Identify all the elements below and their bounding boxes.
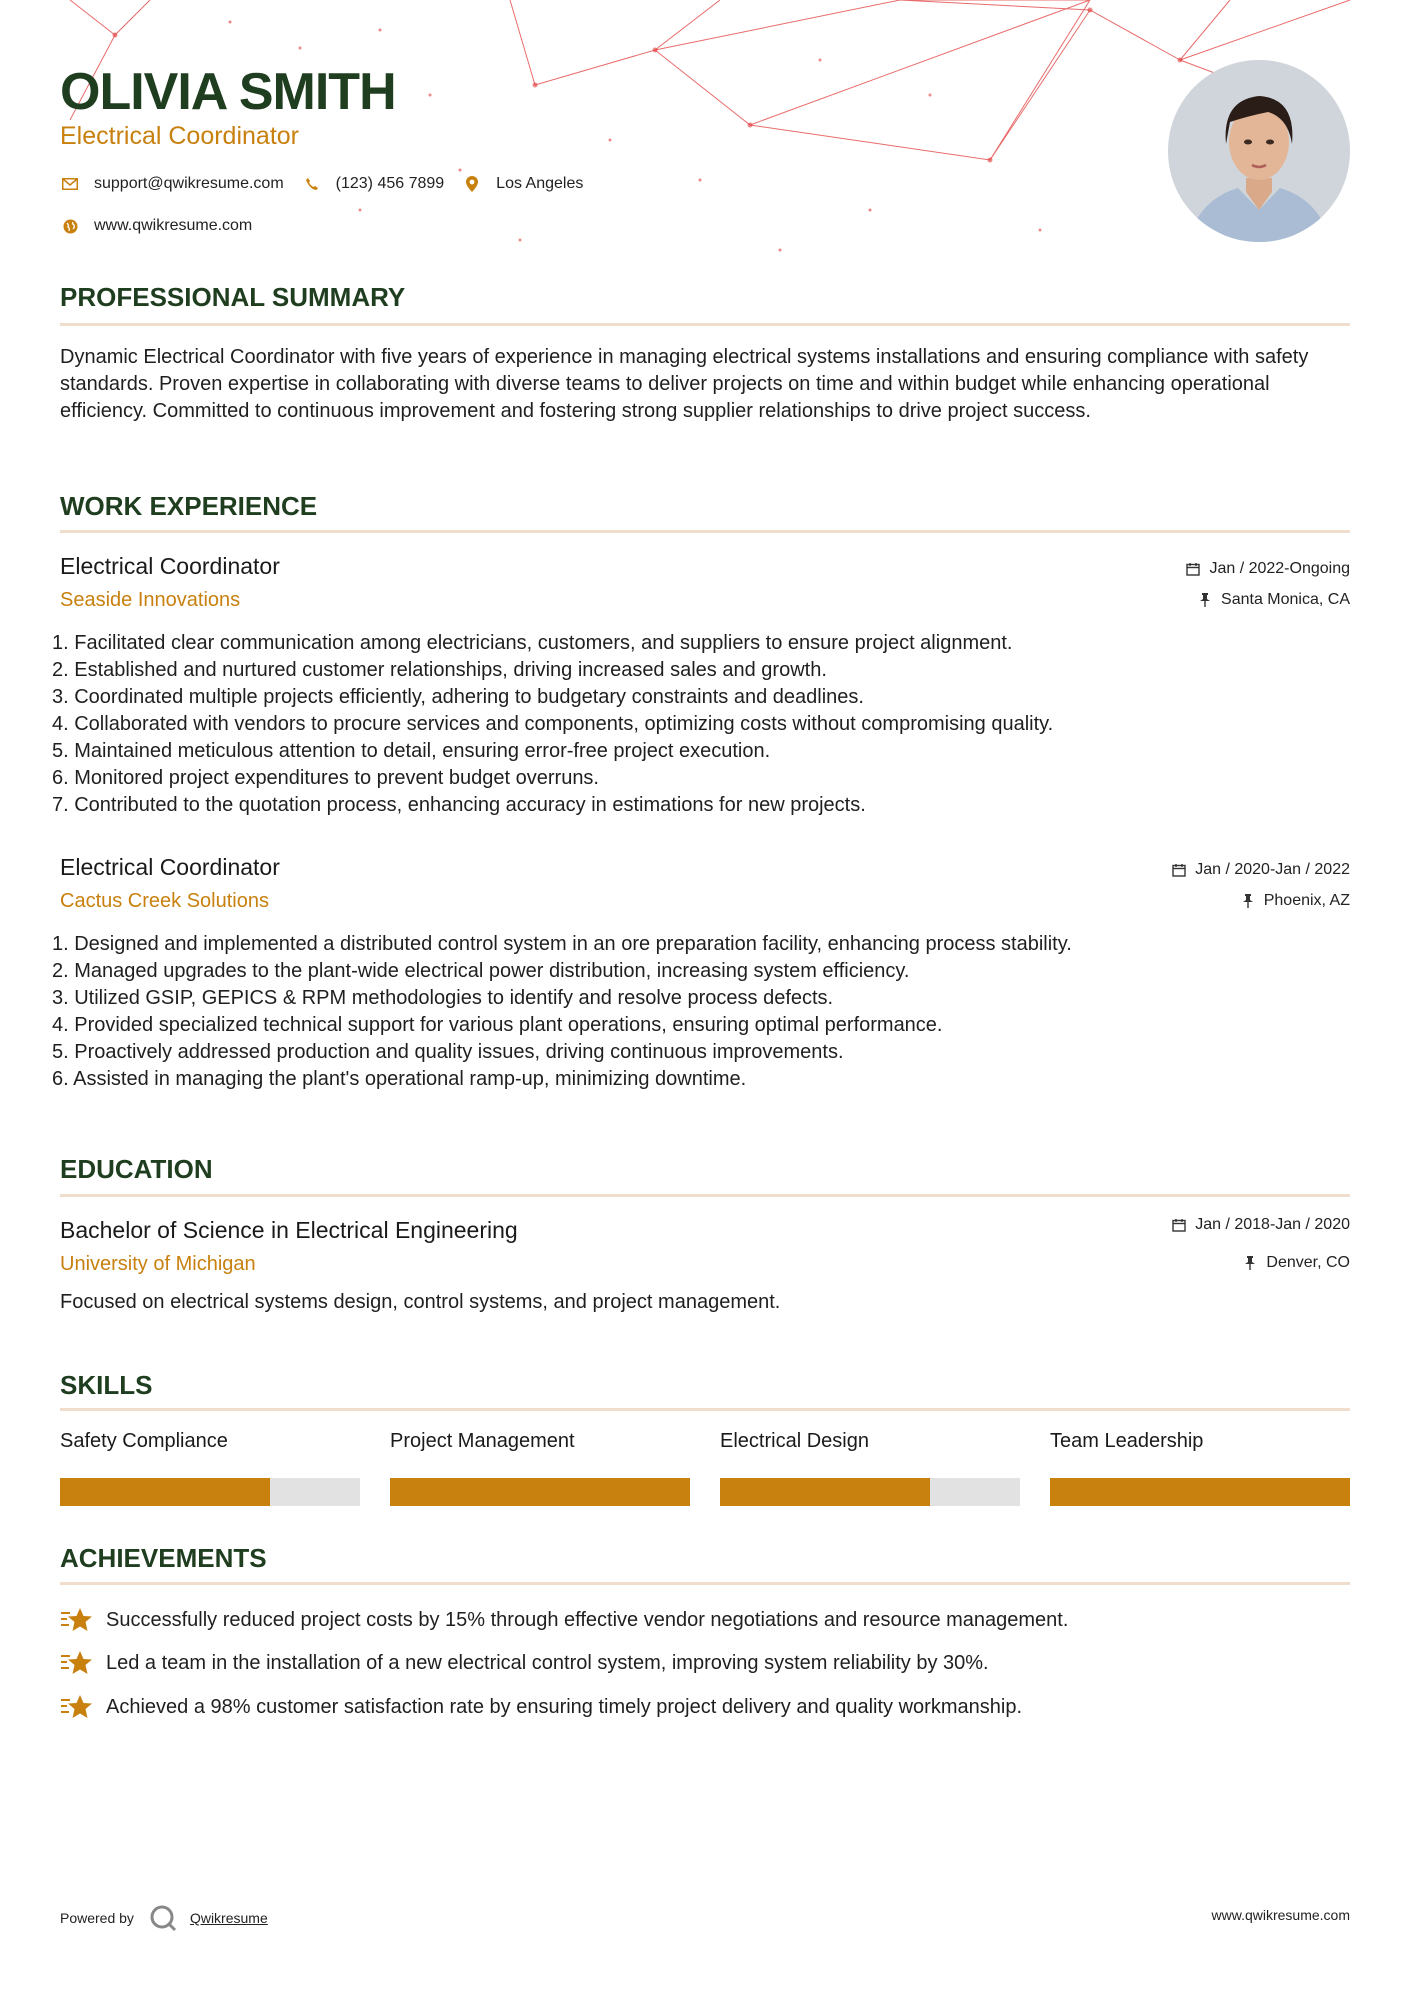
skill-bar-track bbox=[390, 1478, 690, 1506]
star-badge-icon bbox=[60, 1605, 94, 1635]
list-item: 5. Maintained meticulous attention to detail, ensuring error-free project execution. bbox=[52, 740, 771, 762]
candidate-role: Electrical Coordinator bbox=[60, 122, 299, 150]
skill-bar-fill bbox=[1050, 1478, 1350, 1506]
email-link[interactable]: support@qwikresume.com bbox=[94, 175, 284, 192]
job-title: Electrical Coordinator bbox=[60, 854, 280, 880]
skill-bar-fill bbox=[720, 1478, 930, 1506]
achievement-item bbox=[60, 1692, 1022, 1722]
calendar-icon bbox=[1171, 862, 1187, 878]
footer-powered-by bbox=[60, 1903, 268, 1933]
education-description: Focused on electrical systems design, control systems, and project management. bbox=[60, 1291, 781, 1313]
list-item: 3. Utilized GSIP, GEPICS & RPM methodologies to identify and resolve process defects. bbox=[52, 987, 834, 1009]
pushpin-icon bbox=[1242, 1255, 1258, 1271]
contact-row-secondary bbox=[60, 216, 270, 236]
education-date bbox=[1171, 1216, 1350, 1234]
experience-heading: WORK EXPERIENCE bbox=[60, 491, 318, 521]
job-date bbox=[1171, 861, 1350, 879]
job-location bbox=[1197, 591, 1350, 609]
achievement-text: Led a team in the installation of a new electrical control system, improving system reliability by 30%. bbox=[106, 1651, 989, 1674]
skill-bar-track bbox=[720, 1478, 1020, 1506]
list-item: 5. Proactively addressed production and quality issues, driving continuous improvements. bbox=[52, 1041, 844, 1063]
list-item: 1. Designed and implemented a distributed control system in an ore preparation facility, enhancing process stability. bbox=[52, 933, 1072, 955]
calendar-icon bbox=[1171, 1217, 1187, 1233]
achievement-text: Achieved a 98% customer satisfaction rate by ensuring timely project delivery and quality workmanship. bbox=[106, 1695, 1022, 1718]
job-bullets bbox=[52, 931, 1342, 1093]
skill-item bbox=[390, 1430, 690, 1453]
website-link[interactable]: www.qwikresume.com bbox=[94, 217, 253, 234]
phone-icon bbox=[302, 174, 322, 194]
pushpin-icon bbox=[1240, 893, 1256, 909]
job-company: Seaside Innovations bbox=[60, 589, 241, 611]
globe-icon bbox=[60, 216, 80, 236]
pushpin-icon bbox=[1197, 592, 1213, 608]
education-heading: EDUCATION bbox=[60, 1154, 213, 1184]
list-item: 2. Managed upgrades to the plant-wide electrical power distribution, increasing system efficiency. bbox=[52, 960, 910, 982]
job-bullets bbox=[52, 630, 1342, 819]
profile-photo bbox=[1168, 60, 1350, 242]
map-pin-icon bbox=[462, 174, 482, 194]
job-location bbox=[1240, 892, 1350, 910]
location-text: Los Angeles bbox=[496, 175, 584, 192]
list-item: 6. Monitored project expenditures to prevent budget overruns. bbox=[52, 767, 599, 789]
degree-title: Bachelor of Science in Electrical Engineering bbox=[60, 1217, 518, 1243]
job-date bbox=[1185, 560, 1350, 578]
skill-item bbox=[720, 1430, 1020, 1453]
job-company: Cactus Creek Solutions bbox=[60, 890, 269, 912]
skill-bar-track bbox=[1050, 1478, 1350, 1506]
section-divider bbox=[60, 1582, 1350, 1585]
powered-by-label: Powered by bbox=[60, 1910, 134, 1926]
section-divider bbox=[60, 1194, 1350, 1197]
footer-website-link[interactable]: www.qwikresume.com bbox=[1211, 1907, 1350, 1923]
education-date-text: Jan / 2018-Jan / 2020 bbox=[1195, 1216, 1350, 1233]
list-item: 2. Established and nurtured customer relationships, driving increased sales and growth. bbox=[52, 659, 827, 681]
education-location bbox=[1242, 1254, 1350, 1272]
job-date-text: Jan / 2022-Ongoing bbox=[1209, 560, 1350, 577]
phone-number[interactable]: (123) 456 7899 bbox=[335, 175, 445, 192]
skill-name: Project Management bbox=[390, 1430, 575, 1452]
star-badge-icon bbox=[60, 1648, 94, 1678]
skill-bar-fill bbox=[60, 1478, 270, 1506]
summary-text: Dynamic Electrical Coordinator with five years of experience in managing electrical systems installations and ensuring compliance with safety standards. Proven expertise in collaborating with diverse teams to deliver projects on time and within budget while enhancing operational efficiency. Committed to continuous improvement and fostering strong supplier relationships to drive project success. bbox=[60, 346, 1309, 422]
list-item: 4. Provided specialized technical support for various plant operations, ensuring optimal performance. bbox=[52, 1014, 943, 1036]
contact-row-primary bbox=[60, 174, 601, 194]
education-location-text: Denver, CO bbox=[1266, 1254, 1350, 1271]
candidate-name: OLIVIA SMITH bbox=[60, 63, 396, 121]
skill-name: Electrical Design bbox=[720, 1430, 869, 1452]
job-location-text: Santa Monica, CA bbox=[1221, 591, 1350, 608]
skill-name: Safety Compliance bbox=[60, 1430, 228, 1452]
list-item: 6. Assisted in managing the plant's operational ramp-up, minimizing downtime. bbox=[52, 1068, 747, 1090]
section-divider bbox=[60, 323, 1350, 326]
school-name: University of Michigan bbox=[60, 1253, 256, 1275]
list-item: 1. Facilitated clear communication among electricians, customers, and suppliers to ensure project alignment. bbox=[52, 632, 1013, 654]
summary-heading: PROFESSIONAL SUMMARY bbox=[60, 282, 406, 312]
job-title: Electrical Coordinator bbox=[60, 553, 280, 579]
list-item: 4. Collaborated with vendors to procure services and components, optimizing costs without compromising quality. bbox=[52, 713, 1054, 735]
achievement-item bbox=[60, 1648, 989, 1678]
skill-bar-track bbox=[60, 1478, 360, 1506]
calendar-icon bbox=[1185, 561, 1201, 577]
achievement-text: Successfully reduced project costs by 15% through effective vendor negotiations and resource management. bbox=[106, 1608, 1069, 1631]
list-item: 7. Contributed to the quotation process, enhancing accuracy in estimations for new projects. bbox=[52, 794, 866, 816]
section-divider bbox=[60, 1408, 1350, 1411]
qwikresume-link[interactable]: Qwikresume bbox=[189, 1910, 268, 1926]
skill-bar-fill bbox=[390, 1478, 690, 1506]
job-date-text: Jan / 2020-Jan / 2022 bbox=[1195, 861, 1350, 878]
job-location-text: Phoenix, AZ bbox=[1263, 892, 1350, 909]
achievements-heading: ACHIEVEMENTS bbox=[60, 1543, 267, 1573]
skill-name: Team Leadership bbox=[1050, 1430, 1204, 1452]
star-badge-icon bbox=[60, 1692, 94, 1722]
skills-heading: SKILLS bbox=[60, 1370, 153, 1400]
qwikresume-logo-icon bbox=[148, 1903, 178, 1933]
section-divider bbox=[60, 530, 1350, 533]
achievement-item bbox=[60, 1605, 1068, 1635]
envelope-icon bbox=[60, 174, 80, 194]
list-item: 3. Coordinated multiple projects efficiently, adhering to budgetary constraints and deadlines. bbox=[52, 686, 864, 708]
skill-item bbox=[60, 1430, 360, 1453]
skill-item bbox=[1050, 1430, 1350, 1453]
